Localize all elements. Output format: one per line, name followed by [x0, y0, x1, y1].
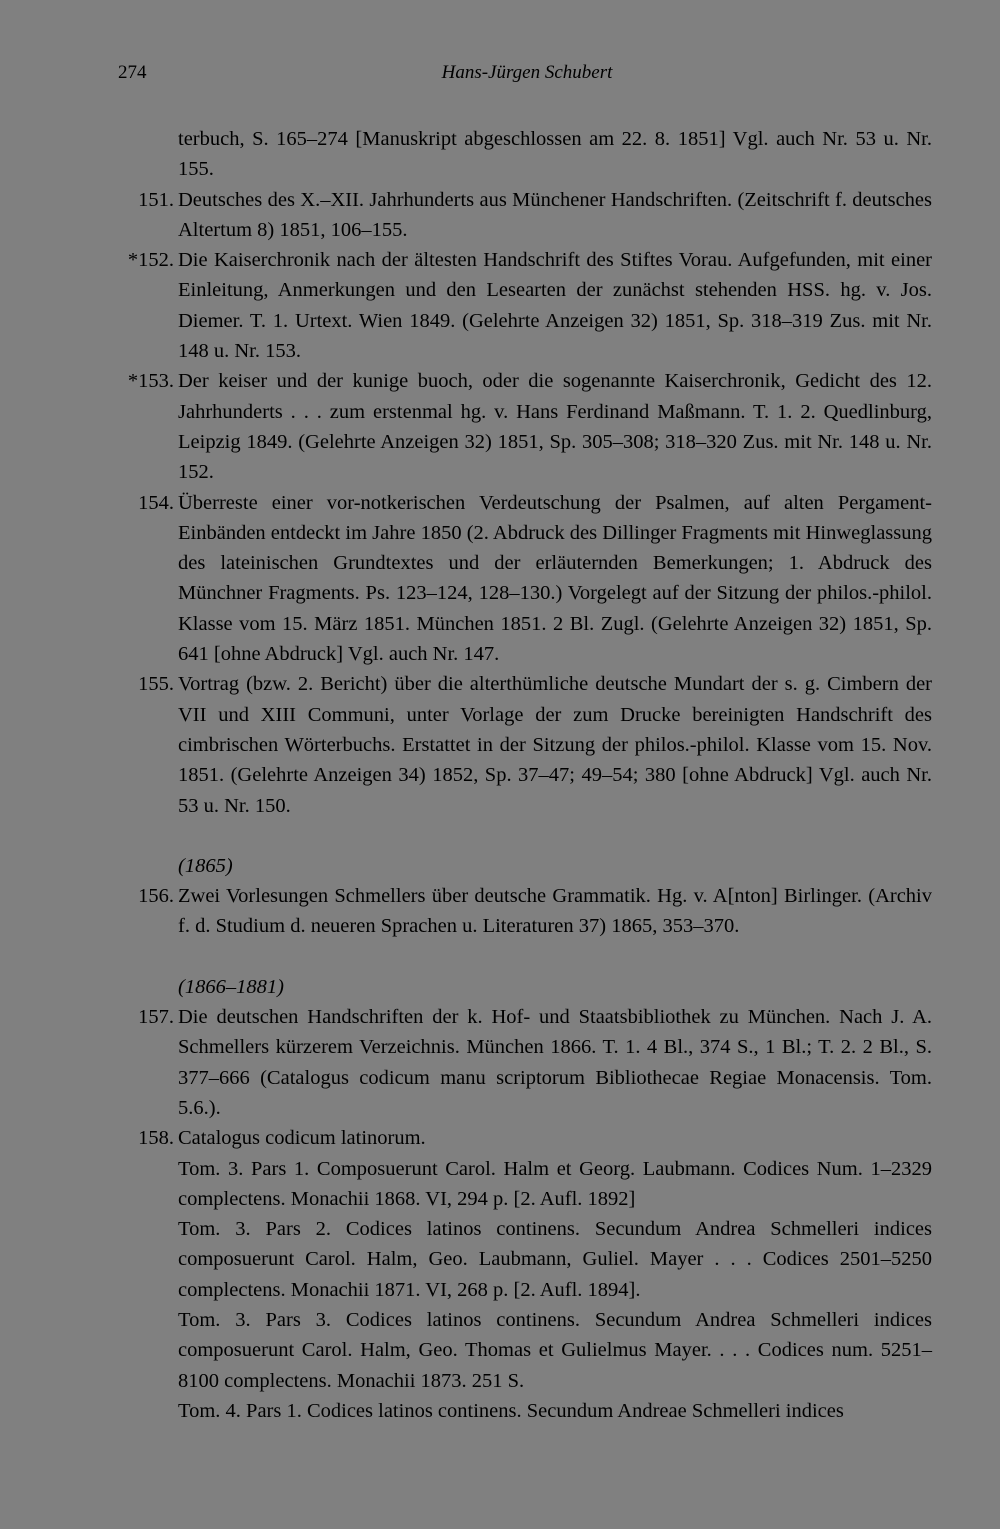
catalogue-part: Tom. 3. Pars 3. Codices latinos continens. Secundum Andrea Schmelleri indices composuerunt Carol. Halm, Geo. Thomas et Gulielmus Mayer. . . . Codices num. 5251–8100 complectens. Monachii 1873. 251 S.	[178, 1308, 932, 1392]
entry-number: 154.	[138, 491, 174, 514]
continued-entry-text: terbuch, S. 165–274 [Manuskript abgeschlossen am 22. 8. 1851] Vgl. auch Nr. 53 u. Nr. 155.	[178, 128, 932, 181]
bibliography-entry	[112, 488, 932, 670]
catalogue-part: Tom. 3. Pars 2. Codices latinos continens. Secundum Andrea Schmelleri indices composuerunt Carol. Halm, Geo. Laubmann, Guliel. Mayer . . . Codices 2501–5250 complectens. Monachii 1871. VI, 268 p. [2. Aufl. 1894].	[178, 1218, 932, 1301]
entry-text: Vortrag (bzw. 2. Bericht) über die alterthümliche deutsche Mundart der s. g. Cimbern der VII und XIII Communi, unter Vorlage der zum Drucke bereinigten Handschrift des cimbrischen Wörterbuchs. Erstattet in der Sitzung der philos.-philol. Klasse vom 15. Nov. 1851. (Gelehrte Anzeigen 34) 1852, Sp. 37–47; 49–54; 380 [ohne Abdruck] Vgl. auch Nr. 53 u. Nr. 150.	[178, 673, 932, 817]
bibliography-entry	[112, 245, 932, 366]
entry-number: 156.	[138, 885, 174, 908]
catalogue-part: Tom. 4. Pars 1. Codices latinos continens. Secundum Andreae Schmelleri indices	[178, 1399, 844, 1422]
bibliography-entry	[112, 669, 932, 820]
entry-text: Deutsches des X.–XII. Jahrhunderts aus Münchener Handschriften. (Zeitschrift f. deutsches Altertum 8) 1851, 106–155.	[178, 188, 932, 241]
page-number: 274	[118, 62, 147, 83]
bibliography-entry	[112, 1002, 932, 1123]
entry-number: *153.	[127, 370, 174, 393]
entry-number: *152.	[127, 249, 174, 272]
bibliography-entry	[112, 881, 932, 942]
catalogue-part: Tom. 3. Pars 1. Composuerunt Carol. Halm et Georg. Laubmann. Codices Num. 1–2329 complectens. Monachii 1868. VI, 294 p. [2. Aufl. 1892]	[178, 1157, 932, 1210]
entry-text: Überreste einer vor-notkerischen Verdeutschung der Psalmen, auf alten Pergament-Einbänden entdeckt im Jahre 1850 (2. Abdruck des Dillinger Fragments mit Hinweglassung des lateinischen Grundtextes und der erläuternden Bemerkungen; 1. Abdruck des Münchner Fragments. Ps. 123–124, 128–130.) Vorgelegt auf der Sitzung der philos.-philol. Klasse vom 15. März 1851. München 1851. 2 Bl. Zugl. (Gelehrte Anzeigen 32) 1851, Sp. 641 [ohne Abdruck] Vgl. auch Nr. 147.	[178, 491, 932, 666]
section-heading-1865: (1865)	[178, 854, 233, 877]
entry-text: Die Kaiserchronik nach der ältesten Handschrift des Stiftes Vorau. Aufgefunden, mit einer Einleitung, Anmerkungen und den Lesearten der zunächst stehenden HSS. hg. v. Jos. Diemer. T. 1. Urtext. Wien 1849. (Gelehrte Anzeigen 32) 1851, Sp. 318–319 Zus. mit Nr. 148 u. Nr. 153.	[178, 249, 932, 363]
entry-body	[178, 1123, 932, 1426]
entry-number: 151.	[138, 188, 174, 211]
bibliography-entry	[112, 366, 932, 487]
bibliography-entry	[112, 1123, 932, 1426]
bibliography-entry	[112, 185, 932, 246]
section-heading-1866-1881: (1866–1881)	[178, 975, 284, 998]
page-header	[118, 62, 936, 92]
entry-text: Der keiser und der kunige buoch, oder die sogenannte Kaiserchronik, Gedicht des 12. Jahrhunderts . . . zum erstenmal hg. v. Hans Ferdinand Maßmann. T. 1. 2. Quedlinburg, Leipzig 1849. (Gelehrte Anzeigen 32) 1851, Sp. 305–308; 318–320 Zus. mit Nr. 148 u. Nr. 152.	[178, 370, 932, 484]
entry-number: 157.	[138, 1006, 174, 1029]
entry-text: Die deutschen Handschriften der k. Hof- und Staatsbibliothek zu München. Nach J. A. Schmellers kürzerem Verzeichnis. München 1866. T. 1. 4 Bl., 374 S., 1 Bl.; T. 2. 2 Bl., S. 377–666 (Catalogus codicum manu scriptorum Bibliothecae Regiae Monacensis. Tom. 5.6.).	[178, 1006, 932, 1119]
entry-title: Catalogus codicum latinorum.	[178, 1127, 426, 1150]
entry-number: 155.	[138, 673, 174, 696]
bibliography-body	[112, 124, 932, 1426]
running-head: Hans-Jürgen Schubert	[441, 62, 613, 83]
entry-number: 158.	[138, 1127, 174, 1150]
entry-text: Zwei Vorlesungen Schmellers über deutsche Grammatik. Hg. v. A[nton] Birlinger. (Archiv f. d. Studium d. neueren Sprachen u. Literaturen 37) 1865, 353–370.	[178, 885, 932, 938]
